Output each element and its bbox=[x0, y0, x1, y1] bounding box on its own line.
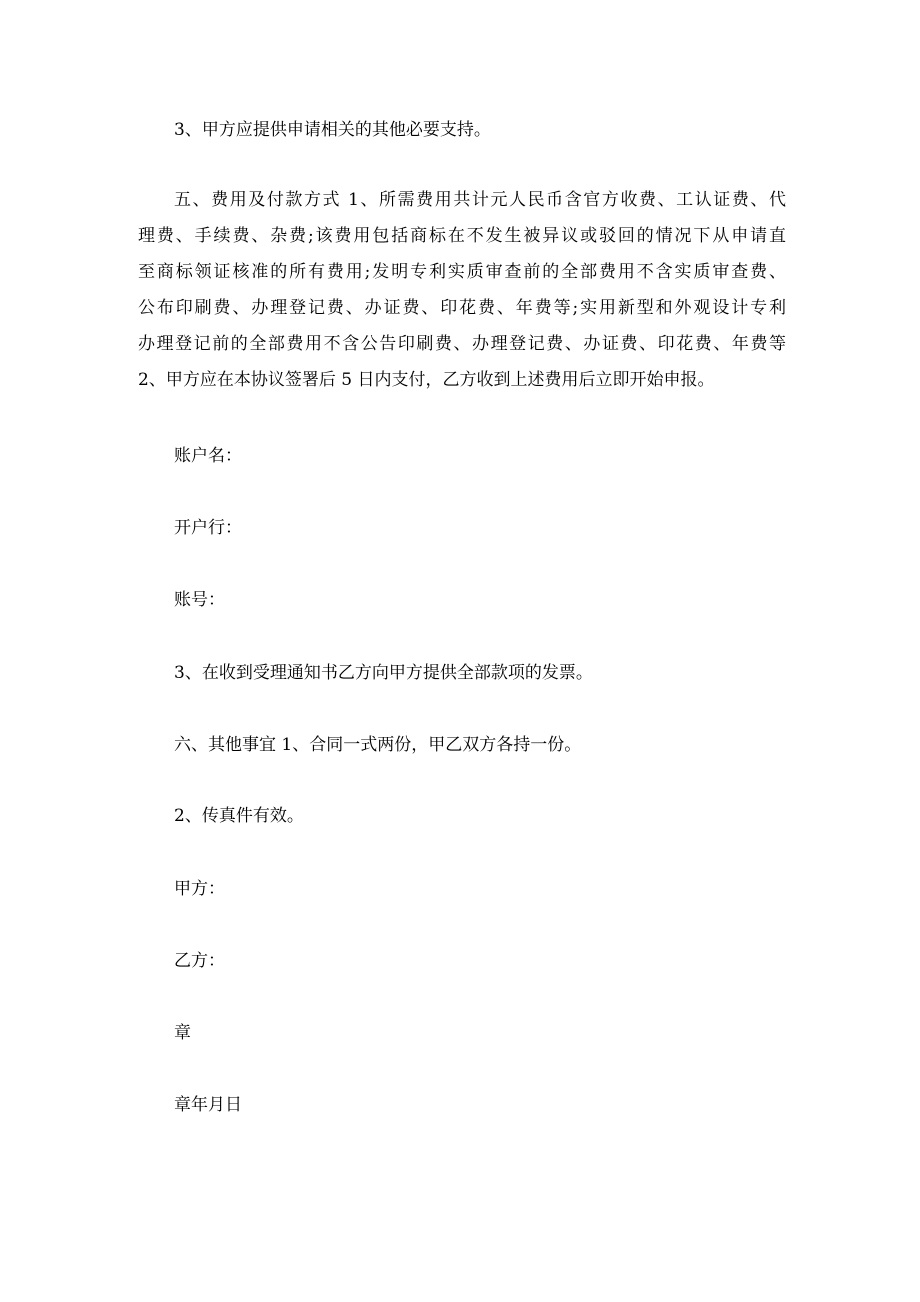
account-name-label: 账户名： bbox=[174, 446, 242, 466]
paragraph-invoice: 3、在收到受理通知书乙方向甲方提供全部款项的发票。 bbox=[174, 663, 593, 683]
section-other-matters: 六、其他事宜 1、合同一式两份，甲乙双方各持一份。 bbox=[174, 735, 582, 755]
paragraph-support: 3、甲方应提供申请相关的其他必要支持。 bbox=[174, 120, 491, 140]
account-number-label: 账号： bbox=[174, 590, 225, 610]
bank-label: 开户行： bbox=[174, 518, 242, 538]
fees-line-4: 公布印刷费、办理登记费、办证费、印花费、年费等;实用新型和外观设计专利 bbox=[138, 298, 786, 318]
seal-label: 章 bbox=[174, 1023, 191, 1043]
section-fees-payment bbox=[138, 192, 786, 408]
fees-line-2: 理费、手续费、杂费;该费用包括商标在不发生被异议或驳回的情况下从申请直 bbox=[138, 226, 786, 246]
seal-date-label: 章年月日 bbox=[174, 1095, 242, 1115]
party-a-label: 甲方： bbox=[174, 879, 225, 899]
fees-line-1: 五、费用及付款方式 1、所需费用共计元人民币含官方收费、工认证费、代 bbox=[174, 190, 786, 210]
fees-line-3: 至商标领证核准的所有费用;发明专利实质审查前的全部费用不含实质审查费、 bbox=[138, 262, 786, 282]
fees-line-5: 办理登记前的全部费用不含公告印刷费、办理登记费、办证费、印花费、年费等 bbox=[138, 334, 786, 354]
fees-line-6: 2、甲方应在本协议签署后 5 日内支付，乙方收到上述费用后立即开始申报。 bbox=[138, 370, 715, 390]
paragraph-fax: 2、传真件有效。 bbox=[174, 806, 304, 826]
party-b-label: 乙方： bbox=[174, 951, 225, 971]
